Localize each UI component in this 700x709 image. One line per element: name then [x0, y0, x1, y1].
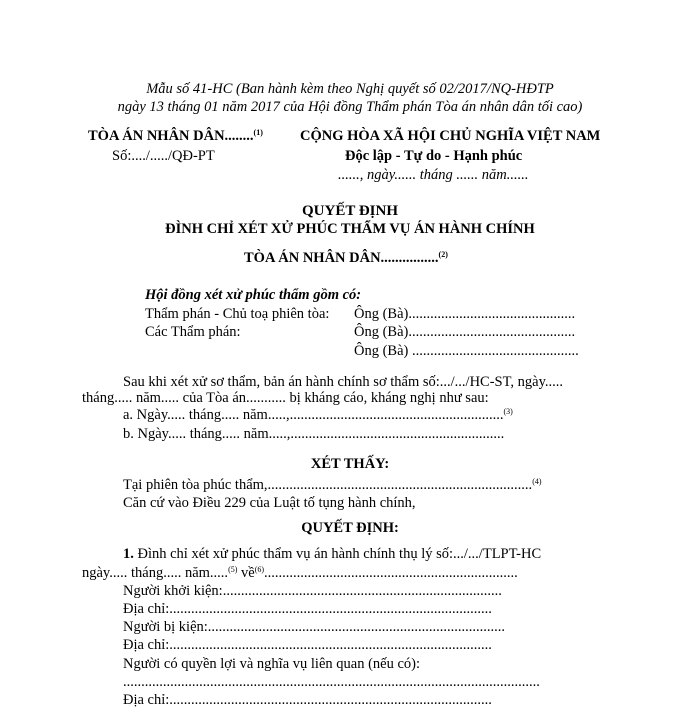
nation-title: CỘNG HÒA XÃ HỘI CHỦ NGHĨA VIỆT NAM — [300, 128, 601, 144]
footnote-6: (6) — [254, 565, 265, 574]
decision-item-1-line-2 — [82, 564, 518, 582]
footnote-3: (3) — [503, 407, 513, 416]
judge-2-value: Ông (Bà) .............................................. — [354, 343, 579, 359]
findings-heading: XÉT THẤY: — [310, 456, 390, 472]
appeal-item-a-text: a. Ngày..... tháng..... năm.....,........................................................... — [123, 407, 504, 423]
place-date-line: ......, ngày...... tháng ...... năm...... — [338, 167, 529, 183]
decision-heading: QUYẾT ĐỊNH: — [301, 520, 399, 536]
court-name — [88, 127, 263, 145]
related-party-address-line: Địa chỉ:......................................................................................... — [123, 692, 492, 708]
decision-item-1-text: Đình chỉ xét xử phúc thẩm vụ án hành chính thụ lý số:.../.../TLPT-HC — [133, 546, 542, 562]
findings-line-1 — [123, 476, 542, 494]
intro-line-2: tháng..... năm..... của Tòa án........... bị kháng cáo, kháng nghị như sau: — [82, 390, 489, 406]
defendant-address-line: Địa chỉ:......................................................................................... — [123, 637, 492, 653]
footnote-4: (4) — [532, 477, 542, 486]
court-footnote-1: (1) — [253, 128, 263, 137]
document-title: QUYẾT ĐỊNH — [302, 203, 398, 219]
decision-about-text: về — [237, 565, 255, 581]
decision-number: Số:..../...../QĐ-PT — [112, 148, 215, 164]
plaintiff-line: Người khởi kiện:............................................................................. — [123, 583, 502, 599]
appeal-item-a — [123, 406, 513, 424]
presiding-judge-label: Thẩm phán - Chủ toạ phiên tòa: — [145, 306, 330, 322]
court-line-text: TÒA ÁN NHÂN DÂN................ — [244, 250, 439, 266]
related-party-line: Người có quyền lợi và nghĩa vụ liên quan (nếu có): — [123, 656, 421, 672]
findings-line-1-text: Tại phiên tòa phúc thẩm,......................................................................... — [123, 477, 533, 493]
panel-heading: Hội đồng xét xử phúc thẩm gồm có: — [145, 287, 362, 303]
judges-label: Các Thẩm phán: — [145, 324, 241, 340]
judge-1-value: Ông (Bà).............................................. — [354, 324, 576, 340]
defendant-line: Người bị kiện:.................................................................................. — [123, 619, 506, 635]
court-line — [244, 249, 448, 267]
related-party-dots: ................................................................................................................... — [123, 674, 540, 690]
intro-line-1: Sau khi xét xử sơ thẩm, bản án hành chính sơ thẩm số:.../.../HC-ST, ngày..... — [123, 374, 564, 390]
footnote-5: (5) — [228, 565, 238, 574]
decision-item-1-number: 1. — [123, 546, 134, 562]
decision-item-1 — [123, 545, 541, 563]
document-subtitle: ĐÌNH CHỈ XÉT XỬ PHÚC THẨM VỤ ÁN HÀNH CHÍNH — [165, 221, 535, 237]
national-motto: Độc lập - Tự do - Hạnh phúc — [345, 148, 523, 164]
court-footnote-2: (2) — [438, 250, 448, 259]
presiding-judge-value: Ông (Bà).............................................. — [354, 306, 576, 322]
court-name-text: TÒA ÁN NHÂN DÂN........ — [88, 128, 254, 144]
decision-date-text: ngày..... tháng..... năm..... — [82, 565, 229, 581]
form-note-line2: ngày 13 tháng 01 năm 2017 của Hội đồng Thẩm phán Tòa án nhân dân tối cao) — [117, 99, 583, 115]
legal-basis-line: Căn cứ vào Điều 229 của Luật tố tụng hành chính, — [123, 495, 416, 511]
appeal-item-b: b. Ngày..... tháng..... năm.....,........................................................... — [123, 426, 505, 442]
form-note-line1: Mẫu số 41-HC (Ban hành kèm theo Nghị quyết số 02/2017/NQ-HĐTP — [146, 81, 554, 97]
plaintiff-address-line: Địa chỉ:......................................................................................... — [123, 601, 492, 617]
decision-about-dots: ...................................................................... — [264, 565, 518, 581]
